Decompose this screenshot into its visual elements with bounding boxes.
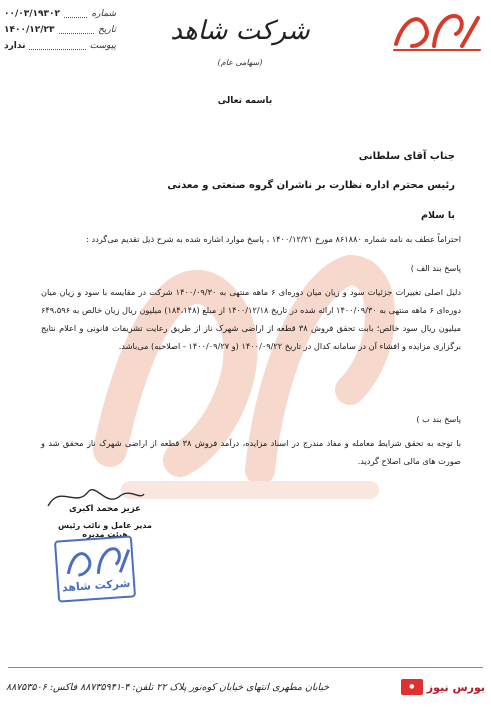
meta-attachment-row (4, 38, 116, 54)
meta-date-row (4, 22, 116, 38)
stamp-logo-icon (58, 541, 134, 580)
answer-b-text: با توجه به تحقق شرایط معامله و مفاد مندرج در اسناد مزایده، درآمد فروش ۳۸ قطعه از اراضی شهرک ناز محقق شد و صورت های مالی اصلاح گردید. (41, 438, 462, 466)
footer-address: خیابان مطهری انتهای خیابان کوه‌نور پلاک ۲۲ تلفن: ۴-۸۸۷۳۵۹۴۱ فاکس: ۸۸۷۵۳۵۰۶ (6, 681, 330, 693)
company-stamp (54, 535, 136, 602)
date-value: ۱۴۰۰/۱۲/۲۳ (4, 25, 55, 35)
company-type: (سهامی عام) (217, 58, 263, 67)
answer-a-label: پاسخ بند الف ) (410, 263, 461, 273)
meta-divider (59, 22, 95, 34)
recipient-title: رئیس محترم اداره نظارت بر ناشران گروه صنعتی و معدنی (167, 180, 455, 191)
number-label: شماره (91, 9, 116, 19)
date-label: تاریخ (98, 25, 116, 35)
basmala: باسمه تعالی (217, 96, 273, 106)
number-value: ۰۰/۰۳/۱۹۳۰۲ (4, 9, 61, 19)
letter-meta (4, 6, 116, 54)
recipient-name: جناب آقای سلطانی (358, 151, 455, 162)
attachment-label: پیوست (89, 41, 116, 51)
company-logo-icon (390, 8, 485, 53)
footer-brand: بورس نیوز (426, 680, 485, 694)
signer-title: مدیر عامل و نائب رئیس هیئت مدیره (58, 521, 152, 539)
signer-block (50, 504, 160, 539)
company-title: شرکت شاهد (170, 16, 310, 46)
footer-badge-icon: ● (401, 679, 423, 695)
footer-brand-group (401, 679, 485, 695)
signer-name: عزیز محمد اکبری (69, 504, 141, 514)
letter-footer (6, 675, 485, 699)
answer-a-text: دلیل اصلی تغییرات جزئیات سود و زیان میان دوره‌ای ۶ ماهه منتهی به ۱۴۰۰/۰۹/۳۰ شرکت در مقایسه با سود و زیان میان دوره‌ای ۶ ماهه منتهی به ۱۴۰۰/۰۹/۳۰ ارائه شده در تاریخ ۱۴۰۰/۱۲/۱۸ از مبلغ (۱۸۴،۱۴۸) میلیون ریال زیان خالص به ۶۴۹،۵۹۶ میلیون ریال سود خالص؛ بابت تحقق فروش ۳۸ قطعه از اراضی شهرک ناز از طریق رعایت تشریفات قانونی و اعلام نتایج برگزاری مزایده و افشاء آن در سامانه کدال در تاریخ ۱۴۰۰/۰۹/۲۲ (و ۱۴۰۰/۰۹/۲۷ - اصلاحیه) می‌باشد. (41, 287, 461, 351)
footer-divider (8, 667, 483, 668)
meta-divider (64, 6, 87, 18)
attachment-value: ندارد (4, 41, 26, 51)
answer-b-label: پاسخ بند ب ) (416, 414, 461, 424)
meta-divider (29, 38, 85, 50)
letter-intro: احتراماً عطف به نامه شماره ۸۶۱۸۸۰ مورخ ۱۴۰۰/۱۲/۲۱ ، پاسخ موارد اشاره شده به شرح ذیل تقدیم می‌گردد : (86, 234, 461, 244)
greeting: با سلام (421, 210, 455, 221)
stamp-text: شرکت شاهد (61, 576, 131, 595)
meta-number-row (4, 6, 116, 22)
